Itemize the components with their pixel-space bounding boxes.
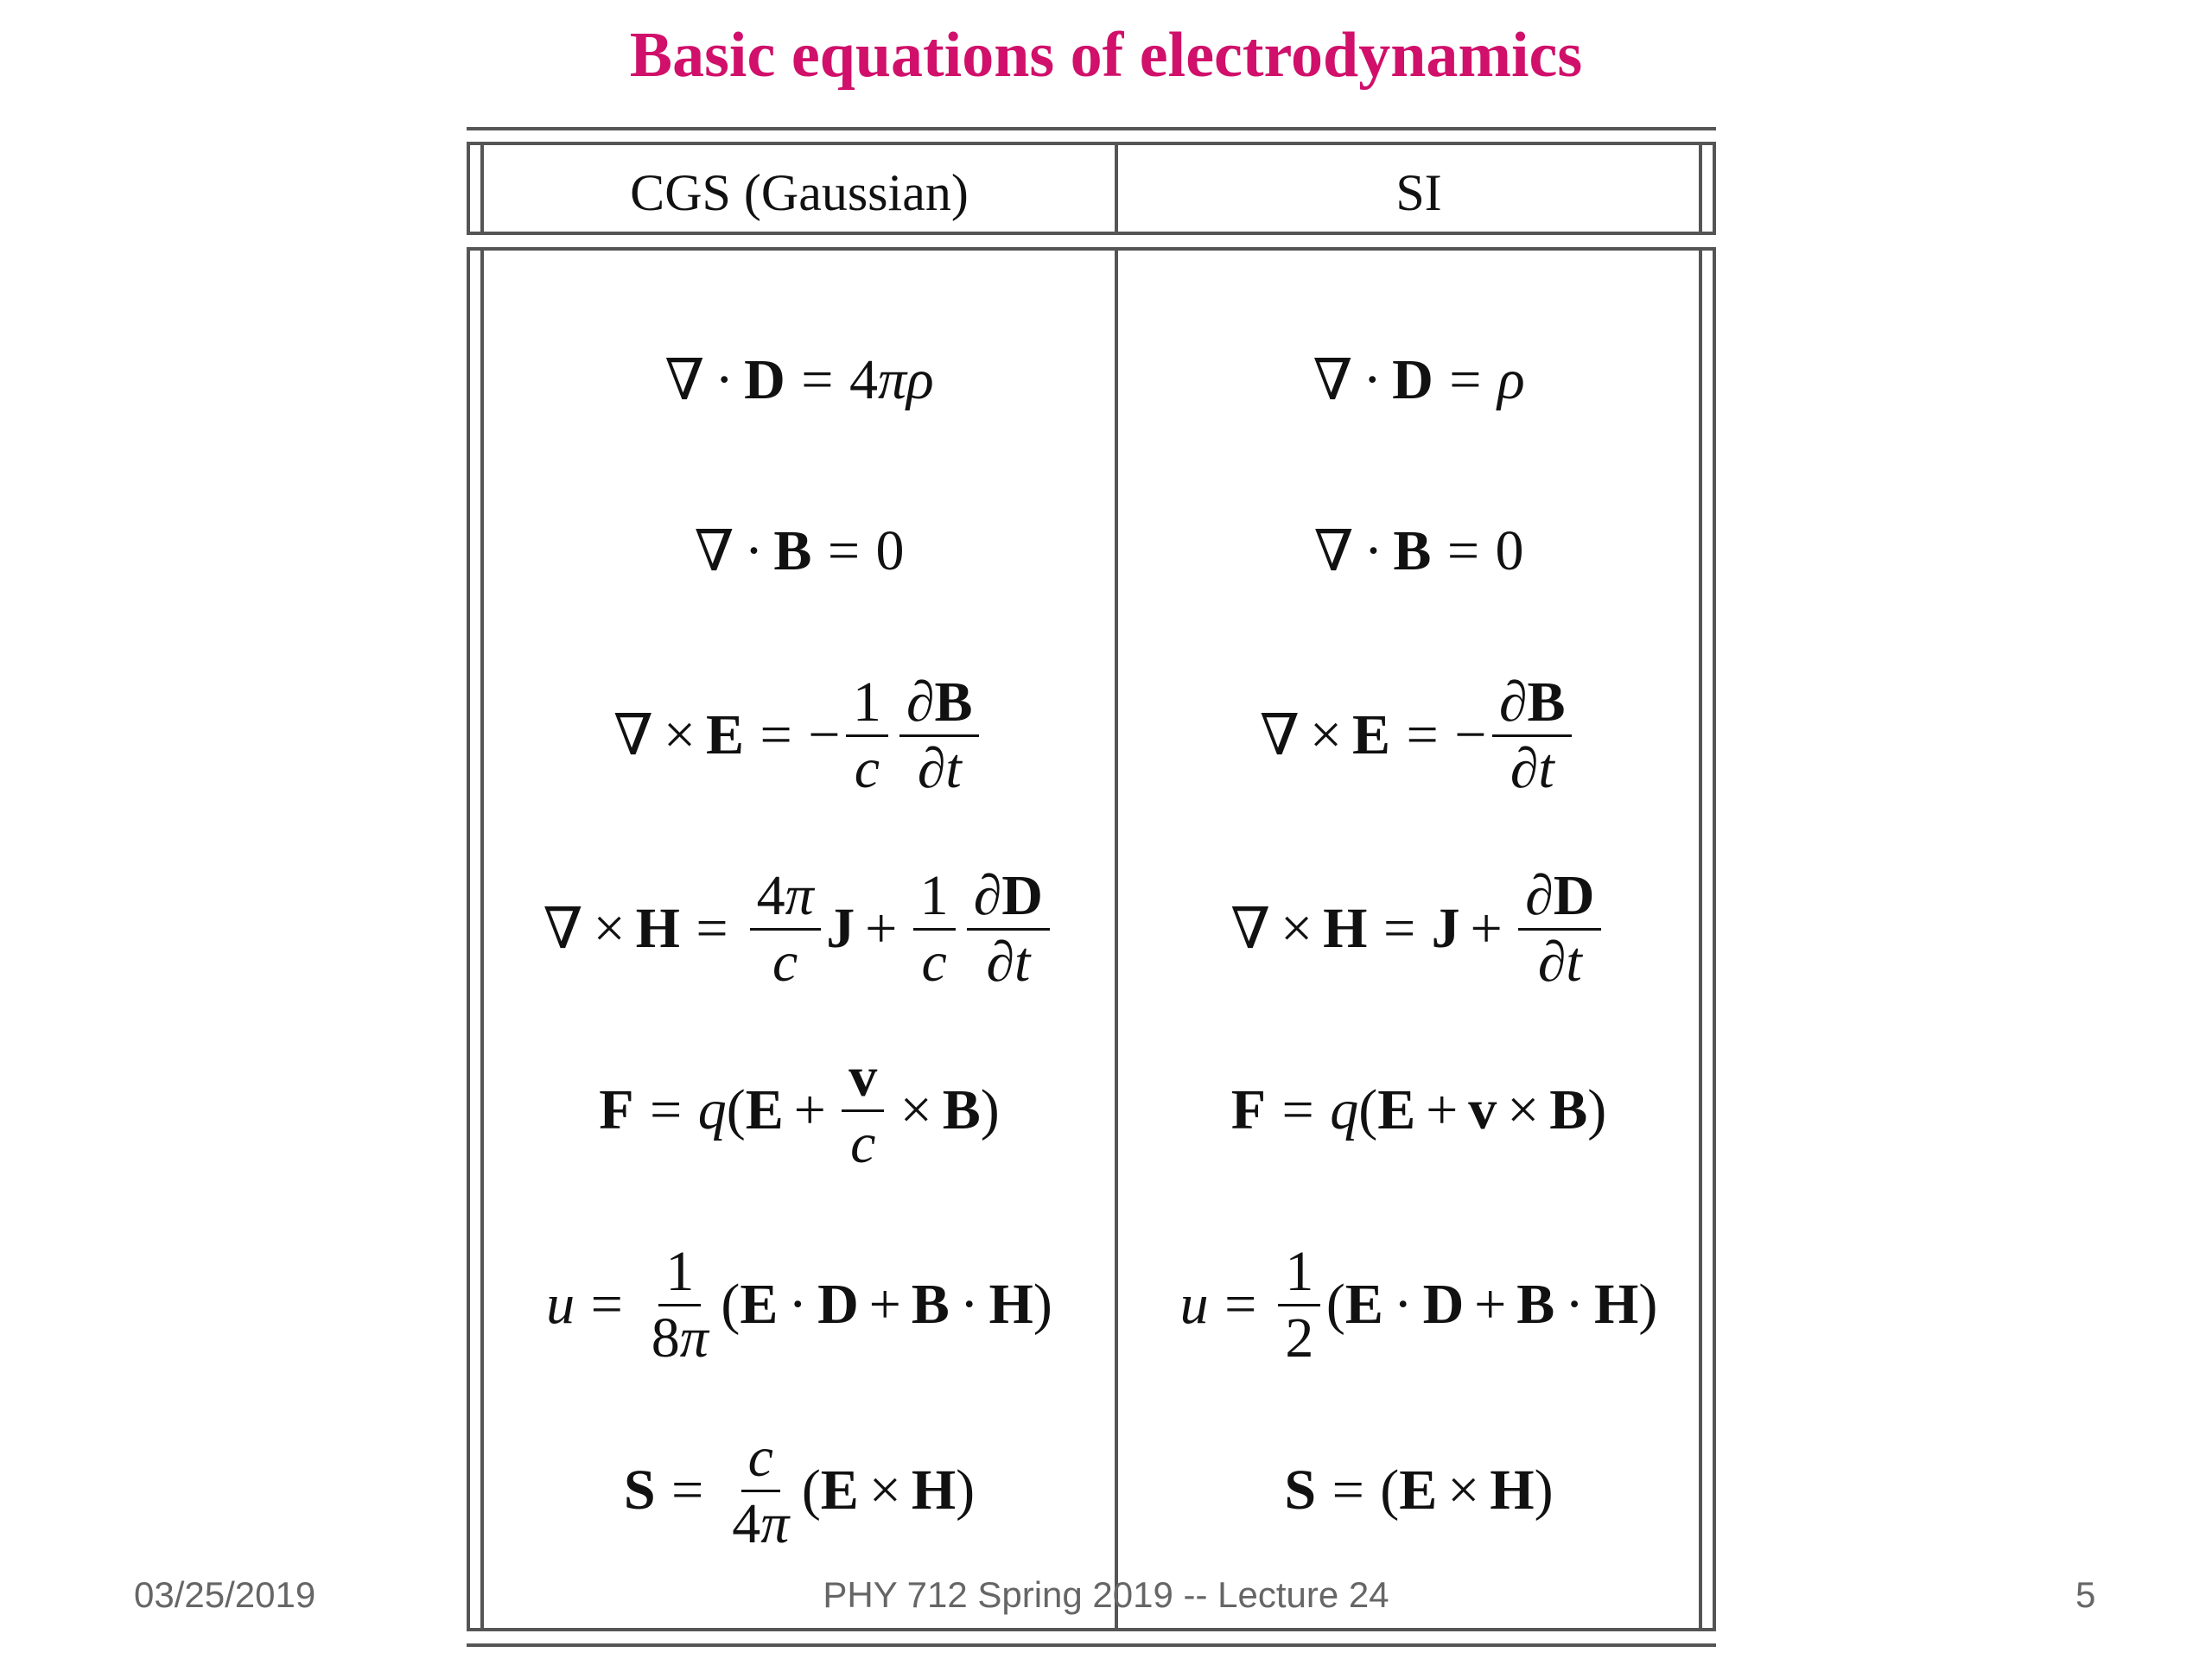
si-gauss-law-d: ∇ · D = ρ bbox=[1313, 348, 1525, 412]
header-bottom-rule bbox=[467, 232, 1716, 235]
header-si: SI bbox=[1395, 164, 1442, 221]
si-lorentz-force: F = q ( E + v × B ) bbox=[1230, 1078, 1607, 1141]
si-ampere-maxwell-law: ∇ × H = J + $\frac{\partial D}{\partial t}$ bbox=[1118, 864, 1719, 994]
cgs-poynting-vector: S = $\frac{c}{4\pi}$ ( E × H ) bbox=[623, 1425, 976, 1555]
table-top-rule bbox=[467, 127, 1716, 130]
body-left-outer-border bbox=[467, 247, 470, 1631]
footer-page-number: 5 bbox=[2075, 1574, 2096, 1615]
si-energy-density: u = $\frac{1}{2}$ ( E · D + B · H ) bbox=[1179, 1239, 1658, 1370]
table-bottom-rule bbox=[467, 1643, 1716, 1647]
cgs-faraday-law: ∇ × E = − $\frac{1}{c}$ $\frac{\partial B}{\partial t}$ bbox=[484, 671, 1115, 800]
header-top-rule bbox=[467, 142, 1716, 145]
header-cgs: CGS (Gaussian) bbox=[630, 164, 969, 221]
slide-title: Basic equations of electrodynamics bbox=[629, 20, 1583, 91]
cgs-ampere-maxwell-law: ∇ × H = $\frac{4\pi}{c}$ J + $\frac{1}{c}$ $\frac{\partial D}{\partial t}$ bbox=[484, 864, 1115, 994]
header-left-outer-border bbox=[467, 142, 470, 235]
si-faraday-law: ∇ × E = − $\frac{\partial B}{\partial t}$ bbox=[1118, 671, 1719, 800]
cgs-energy-density: u = $\frac{1}{8\pi}$ ( E · D + B · H ) bbox=[546, 1239, 1052, 1370]
body-bottom-rule bbox=[467, 1628, 1716, 1631]
cgs-lorentz-force: F = q ( E + $\frac{v}{c}$ × B ) bbox=[599, 1045, 1000, 1175]
si-poynting-vector: S = ( E × H ) bbox=[1284, 1459, 1554, 1522]
cgs-gauss-law-d: ∇ · D = 4 πρ bbox=[664, 348, 934, 412]
si-gauss-law-b: ∇ · B = 0 bbox=[1313, 519, 1524, 583]
footer-course: PHY 712 Spring 2019 -- Lecture 24 bbox=[823, 1574, 1389, 1615]
cgs-gauss-law-b: ∇ · B = 0 bbox=[694, 519, 905, 583]
footer-date: 03/25/2019 bbox=[134, 1574, 316, 1615]
body-top-rule bbox=[467, 247, 1716, 251]
